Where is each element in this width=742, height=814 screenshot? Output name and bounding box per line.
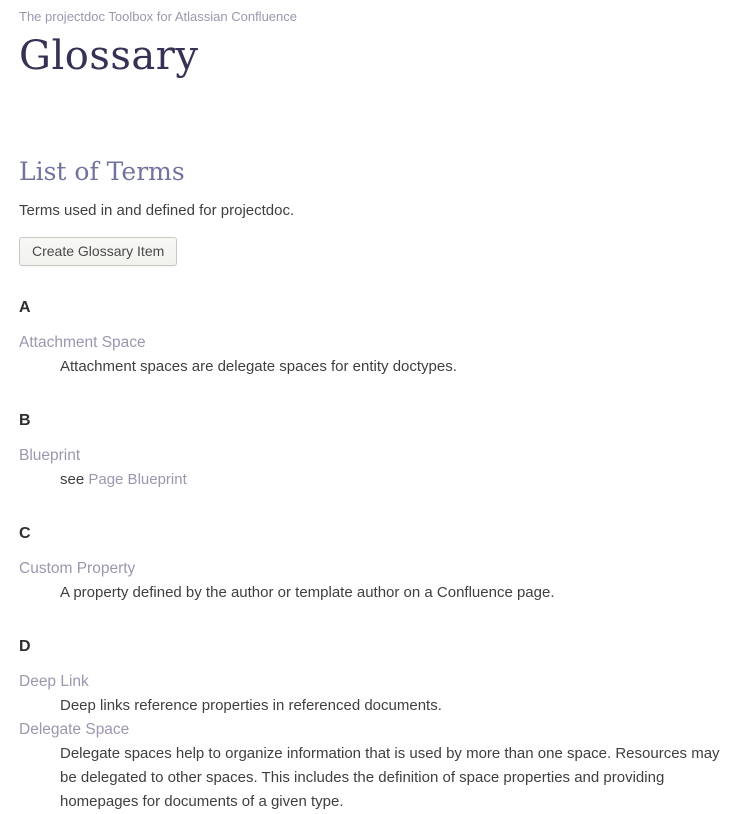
page-title: Glossary (19, 33, 199, 79)
term-link[interactable]: Delegate Space (19, 721, 130, 738)
term-link[interactable]: Blueprint (19, 447, 81, 464)
term-definition (60, 742, 727, 814)
term-list-c (19, 557, 727, 605)
term-list-a (19, 331, 727, 379)
letter-heading-d: D (19, 638, 31, 655)
term-definition (60, 468, 727, 492)
glossary-term (19, 331, 727, 355)
glossary-term (19, 670, 727, 694)
page-header (19, 8, 727, 80)
term-definition (60, 694, 727, 718)
list-of-terms-section (19, 156, 727, 266)
term-link[interactable]: Custom Property (19, 560, 136, 577)
definition-text: A property defined by the author or template author on a Confluence page. (60, 584, 555, 601)
definition-text: Deep links reference properties in referenced documents. (60, 697, 442, 714)
letter-heading-b: B (19, 412, 31, 429)
letter-heading-c: C (19, 525, 31, 542)
letter-heading-a: A (19, 299, 31, 316)
term-definition (60, 581, 727, 605)
definition-text: see (60, 471, 89, 488)
term-definition (60, 355, 727, 379)
glossary-list (19, 298, 727, 814)
list-of-terms-description: Terms used in and defined for projectdoc. (19, 202, 295, 219)
toolbox-breadcrumb-link[interactable]: The projectdoc Toolbox for Atlassian Confluence (19, 9, 297, 24)
glossary-term (19, 718, 727, 742)
glossary-term (19, 444, 727, 468)
definition-text: Attachment spaces are delegate spaces for entity doctypes. (60, 358, 457, 375)
definition-cross-reference-link[interactable]: Page Blueprint (88, 471, 187, 488)
term-list-d (19, 670, 727, 814)
list-of-terms-heading: List of Terms (19, 157, 185, 186)
term-list-b (19, 444, 727, 492)
create-glossary-item-button[interactable]: Create Glossary Item (19, 237, 177, 266)
definition-text: Delegate spaces help to organize information that is used by more than one space. Resources may be delegated to other spaces. This includes the definition of space properties and providing homepages for documents of a given type. (60, 745, 720, 810)
term-link[interactable]: Deep Link (19, 673, 89, 690)
term-link[interactable]: Attachment Space (19, 334, 146, 351)
glossary-term (19, 557, 727, 581)
